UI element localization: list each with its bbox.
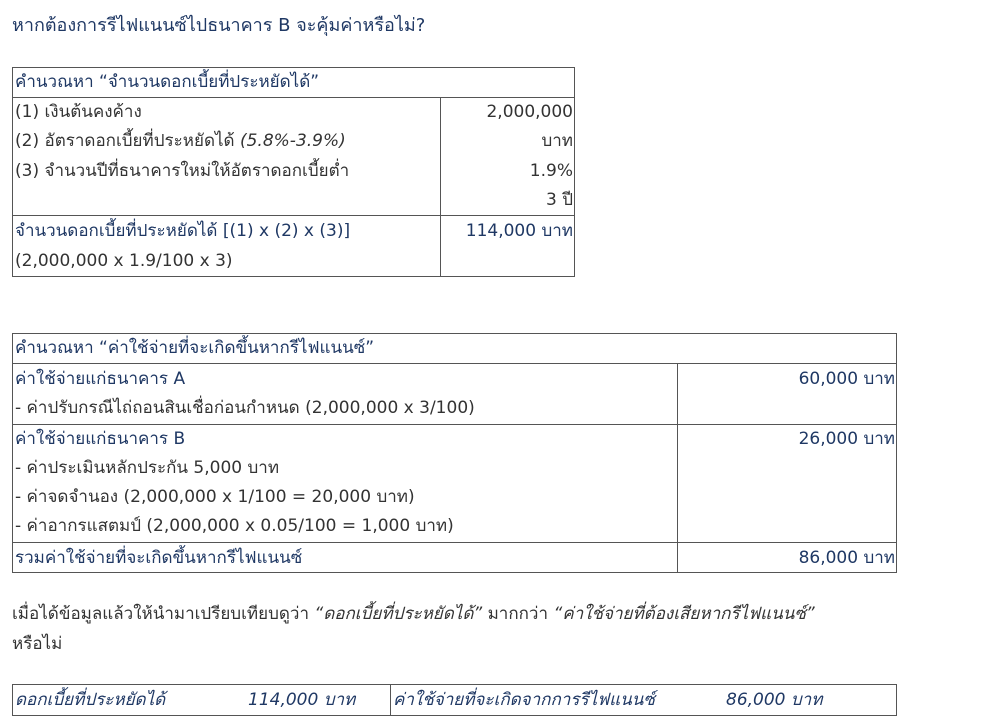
comparison-prefix: เมื่อได้ข้อมูลแล้วให้นำมาเปรียบเทียบดูว่า bbox=[12, 604, 315, 624]
summary-left-value: 114,000 บาท bbox=[248, 690, 356, 710]
row-label: (1) เงินต้นคงค้าง bbox=[15, 102, 142, 122]
total-value: 86,000 บาท bbox=[798, 548, 895, 568]
comparison-term-2: “ค่าใช้จ่ายที่ต้องเสียหากรีไฟแนนซ์” bbox=[553, 604, 815, 624]
row-label: (3) จำนวนปีที่ธนาคารใหม่ให้อัตราดอกเบี้ยต่ำ bbox=[15, 161, 350, 181]
table-divider bbox=[12, 424, 897, 425]
bank-b-item: - ค่าประเมินหลักประกัน 5,000 บาท bbox=[15, 458, 280, 478]
row-label-text: (2) อัตราดอกเบี้ยที่ประหยัดได้ bbox=[15, 131, 235, 151]
bank-a-label: ค่าใช้จ่ายแก่ธนาคาร A bbox=[15, 369, 186, 389]
row-label bbox=[15, 130, 346, 152]
row-label-note: (5.8%-3.9%) bbox=[239, 131, 346, 151]
bank-b-item: - ค่าอากรแสตมป์ (2,000,000 x 0.05/100 = 1,000 บาท) bbox=[15, 516, 454, 536]
comparison-text bbox=[12, 603, 815, 625]
comparison-term-1: “ดอกเบี้ยที่ประหยัดได้” bbox=[314, 604, 483, 624]
row-value: บาท bbox=[541, 131, 573, 151]
summary-right-value: 86,000 บาท bbox=[726, 690, 823, 710]
total-note: (2,000,000 x 1.9/100 x 3) bbox=[15, 251, 233, 271]
row-value: 1.9% bbox=[529, 161, 573, 181]
total-value: 114,000 บาท bbox=[465, 221, 573, 241]
table-column-divider bbox=[677, 363, 678, 573]
bank-b-value: 26,000 บาท bbox=[798, 429, 895, 449]
total-label: รวมค่าใช้จ่ายที่จะเกิดขึ้นหากรีไฟแนนซ์ bbox=[15, 548, 303, 568]
comparison-suffix: หรือไม่ bbox=[12, 634, 63, 654]
table-divider bbox=[12, 542, 897, 543]
bank-b-item: - ค่าจดจำนอง (2,000,000 x 1/100 = 20,000 บาท) bbox=[15, 487, 415, 507]
total-label: จำนวนดอกเบี้ยที่ประหยัดได้ [(1) x (2) x (3)] bbox=[15, 221, 351, 241]
bank-b-label: ค่าใช้จ่ายแก่ธนาคาร B bbox=[15, 429, 186, 449]
summary-left-label: ดอกเบี้ยที่ประหยัดได้ bbox=[15, 690, 166, 710]
bank-a-value: 60,000 บาท bbox=[798, 369, 895, 389]
table-divider bbox=[12, 97, 575, 98]
table-column-divider bbox=[390, 684, 391, 716]
row-value: 2,000,000 bbox=[486, 102, 573, 122]
comparison-middle: มากกว่า bbox=[482, 604, 554, 624]
table-title: คำนวณหา “ค่าใช้จ่ายที่จะเกิดขึ้นหากรีไฟแนนซ์” bbox=[15, 338, 375, 358]
table-divider bbox=[12, 215, 575, 216]
page-title: หากต้องการรีไฟแนนซ์ไปธนาคาร B จะคุ้มค่าหรือไม่? bbox=[12, 15, 426, 36]
table-divider bbox=[12, 363, 897, 364]
row-value: 3 ปี bbox=[545, 190, 573, 210]
summary-right-label: ค่าใช้จ่ายที่จะเกิดจากการรีไฟแนนซ์ bbox=[393, 690, 655, 710]
table-title: คำนวณหา “จำนวนดอกเบี้ยที่ประหยัดได้” bbox=[15, 72, 320, 92]
bank-a-item: - ค่าปรับกรณีไถ่ถอนสินเชื่อก่อนกำหนด (2,000,000 x 3/100) bbox=[15, 398, 475, 418]
table-column-divider bbox=[440, 97, 441, 277]
